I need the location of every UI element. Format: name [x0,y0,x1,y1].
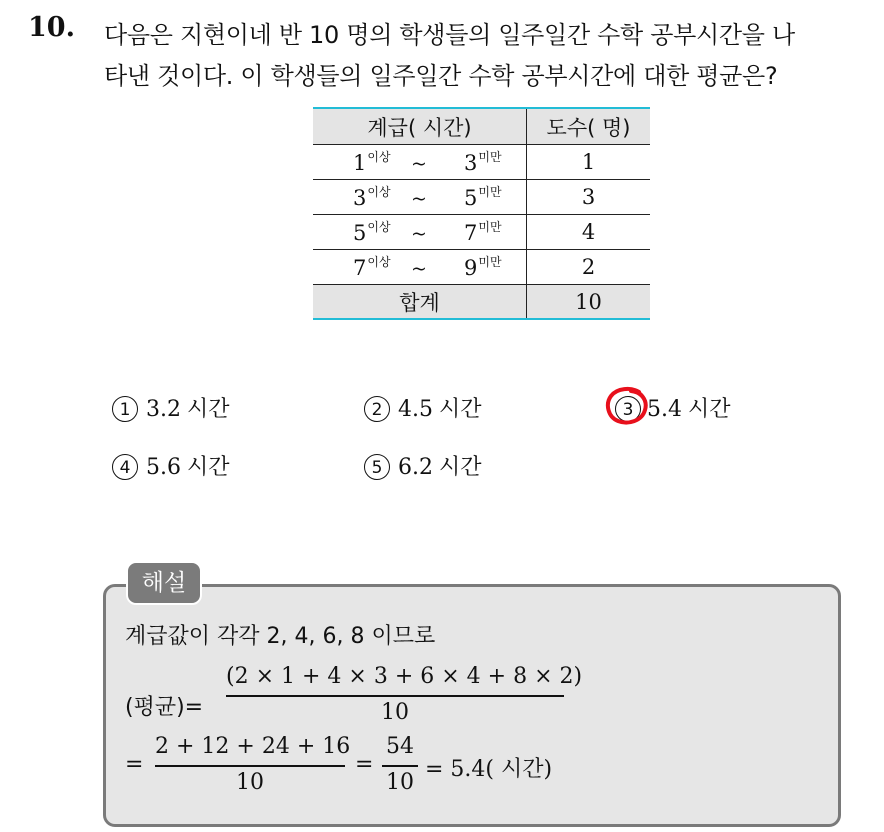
total-value: 10 [575,289,602,314]
header-class: 계급( 시간) [313,109,527,144]
lower-sup: 이상 [367,255,391,269]
class-range [313,180,526,214]
choice-number-3: 3 [615,396,641,422]
fraction-3-denominator: 10 [386,770,414,795]
choice-unit: 시간 [187,455,230,480]
table-row [313,145,650,180]
frequency-cell: 1 [581,150,596,174]
fraction-3-bar [382,765,418,767]
choice-number-5: 5 [364,454,390,480]
fraction-1-denominator: 10 [381,700,409,725]
fraction-2-numerator: 2 + 12 + 24 + 16 [155,734,351,759]
class-range [313,215,526,249]
frequency-table [313,107,650,320]
choice-value: 5.6 [146,455,181,480]
fraction-2-bar [155,765,345,767]
table-total-row [313,285,650,318]
choice-number-4: 4 [112,454,138,480]
total-label: 합계 [313,285,527,318]
choice-2[interactable] [364,392,482,423]
frequency-cell: 4 [581,220,596,244]
choice-number-1: 1 [112,396,138,422]
header-frequency: 도수( 명) [546,115,631,140]
solution-tag: 해설 [126,561,202,605]
choice-1[interactable] [112,392,230,423]
choice-value: 6.2 [398,455,433,480]
class-upper: 3 [464,151,478,175]
upper-sup: 미만 [478,150,502,164]
fraction-3-numerator: 54 [386,734,414,759]
choice-value: 5.4 [647,397,682,422]
class-lower: 7 [353,256,367,280]
upper-sup: 미만 [478,220,502,234]
choice-unit: 시간 [688,397,731,422]
question-text-line-2: 타낸 것이다. 이 학생들의 일주일간 수학 공부시간에 대한 평균은? [104,62,778,90]
table-row [313,180,650,215]
solution-result: = 5.4( 시간) [425,757,553,782]
tilde: ~ [411,188,427,210]
upper-sup: 미만 [478,255,502,269]
class-lower: 5 [353,221,367,245]
class-upper: 5 [464,186,478,210]
class-lower: 3 [353,186,367,210]
frequency-cell: 3 [581,185,596,209]
table-row [313,215,650,250]
choice-unit: 시간 [439,455,482,480]
tilde: ~ [411,258,427,280]
question-text-line-1: 다음은 지현이네 반 10 명의 학생들의 일주일간 수학 공부시간을 나 [104,21,795,49]
table-row [313,250,650,285]
fraction-2-denominator: 10 [236,770,264,795]
choice-unit: 시간 [187,397,230,422]
fraction-1-bar [226,695,564,697]
choice-4[interactable] [112,450,230,481]
fraction-1-numerator: (2 × 1 + 4 × 3 + 6 × 4 + 8 × 2) [226,664,583,689]
class-range [313,250,526,284]
tilde: ~ [411,223,427,245]
upper-sup: 미만 [478,185,502,199]
class-range [313,145,526,179]
lower-sup: 이상 [367,150,391,164]
class-lower: 1 [353,151,367,175]
class-upper: 7 [464,221,478,245]
answer-circle-icon [605,386,649,426]
tilde: ~ [411,153,427,175]
lower-sup: 이상 [367,220,391,234]
mean-label: (평균)= [125,695,204,720]
question-number: 10. [28,12,75,43]
solution-line-1: 계급값이 각각 2, 4, 6, 8 이므로 [125,624,436,649]
equals-sign: = [355,752,374,777]
lower-sup: 이상 [367,185,391,199]
table-header-row [313,109,650,145]
frequency-cell: 2 [581,255,596,279]
choice-number-2: 2 [364,396,390,422]
class-upper: 9 [464,256,478,280]
choice-value: 4.5 [398,397,433,422]
equals-sign: = [125,752,144,777]
choice-unit: 시간 [439,397,482,422]
choice-5[interactable] [364,450,482,481]
choice-value: 3.2 [146,397,181,422]
